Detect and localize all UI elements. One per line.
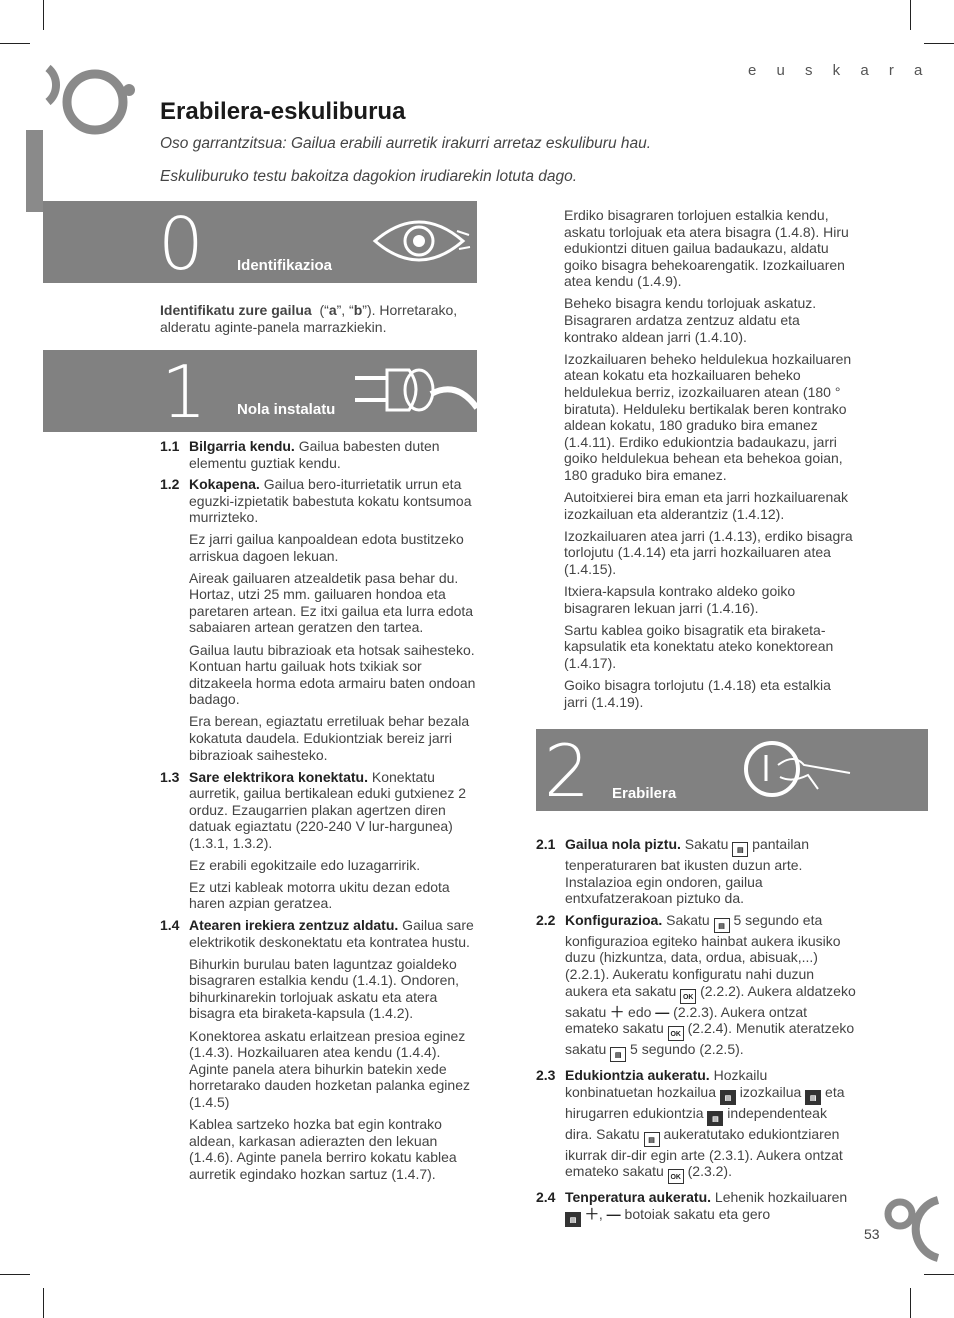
menu-button-icon: ▤ — [732, 842, 748, 857]
plus-icon: ＋ — [584, 1205, 599, 1222]
crop-mark — [0, 1274, 30, 1275]
side-bar — [26, 130, 43, 212]
menu-button-icon: ▤ — [610, 1047, 626, 1062]
item-number: 1.2 — [160, 476, 180, 493]
logo-circles-icon — [880, 1192, 954, 1264]
paragraph: Era berean, egiaztatu erretiluak behar bezala kokatuta daudela. Edukiontziak bereiz jarri bibrazioak saihesteko. — [189, 713, 470, 763]
item-text: botoiak sakatu eta gero — [620, 1205, 771, 1222]
item-number: 2.1 — [536, 836, 556, 852]
minus-icon: — — [655, 1003, 670, 1020]
paragraph: Izozkailuaren atea jarri (1.4.13), erdiko bisagra torlojutu (1.4.14) eta jarri hozkailuaren atea (1.4.15). — [564, 527, 853, 577]
text: ”, “ — [336, 302, 354, 318]
language-label: e u s k a r a — [748, 62, 931, 79]
list-item — [160, 917, 478, 950]
item-lead: Sare elektrikora konektatu. — [189, 768, 368, 785]
paragraph: Aireak gailuaren atzealdetik pasa behar du. Hortaz, utzi 25 mm. gailuaren hondoa eta paretaren artean. Ez itxi gailua eta lurra edota sabaiaren artean geratzen den tartea. — [189, 569, 474, 636]
item-number: 2.4 — [536, 1189, 556, 1206]
item-text: (2.2.4). Menutik ateratzeko sakatu — [565, 1020, 855, 1058]
item-text: Gailua sare elektrikotik deskonektatu eta kontratea hustu. — [189, 917, 474, 951]
section-header — [43, 350, 477, 432]
crop-mark — [0, 43, 30, 44]
freezer-compartment-icon: ▤ — [805, 1090, 821, 1105]
right-column — [564, 207, 854, 716]
menu-button-icon: ▤ — [644, 1132, 660, 1147]
section-number: 1 — [161, 350, 207, 434]
intro-text: Oso garrantzitsua: Gailua erabili aurretik irakurri arretaz eskuliburu hau. — [160, 135, 652, 152]
item-text: Gailua babesten duten elementu guztiak kendu. — [189, 438, 440, 471]
page-number: 53 — [864, 1226, 880, 1242]
install-column — [160, 438, 478, 1188]
section-label: Erabilera — [612, 785, 677, 802]
paragraph: Goiko bisagra torlojutu (1.4.18) eta estalkia jarri (1.4.19). — [564, 676, 831, 710]
section-header — [536, 729, 928, 811]
fridge-compartment-icon: ▤ — [720, 1090, 736, 1105]
paragraph: Konektorea askatu erlaitzean presioa eginez (1.4.3). Hozkailuaren atea kendu (1.4.4). Aginte panela atera bihurkin batekin xede horretarako dauden hozketan palanka eginez (1.4.5) — [189, 1027, 470, 1110]
item-text: eta hirugarren edukiontzia — [565, 1083, 845, 1121]
item-lead: Kokapena. — [189, 476, 260, 493]
ok-button-icon: OK — [680, 989, 696, 1004]
paragraph: Kablea sartzeko hozka bat egin kontrako aldean, karkasan adierazten den lekuan (1.4.6). Aginte panela berriro kokatu kablea aurretik egindako hozkan sartuz (1.4.7). — [189, 1115, 457, 1182]
item-text: izozkailua — [735, 1083, 806, 1100]
section-number: 0 — [158, 202, 204, 286]
paragraph: Erdiko bisagraren torlojuen estalkia kendu, askatu torlojuak eta atera bisagra (1.4.8). Hiru edukiontzi dituen gailua badaukazu, aldatu goiko bisagra behekoarengatik. Izozkailuaren atea kendu (1.4.9). — [564, 207, 849, 290]
paragraph: Ez utzi kableak motorra ukitu dezan edota haren azpian geratzea. — [189, 878, 450, 912]
item-text: Sakatu — [662, 911, 714, 928]
item-text: Sakatu — [680, 836, 733, 852]
item-text: 5 segundo eta konfigurazioa egiteko hainbat aukera ikusiko duzu (hizkuntza, data, ordua, abisuak,...) (2.2.1). Aukeratu konfiguratu nahi duzun aukera eta sakatu — [565, 911, 841, 999]
item-text: independenteak dira. Sakatu — [565, 1104, 827, 1142]
item-text: edo — [624, 1003, 656, 1020]
item-number: 2.2 — [536, 911, 556, 928]
item-lead: Atearen irekiera zentzuz aldatu. — [189, 917, 399, 934]
list-item — [536, 1189, 856, 1227]
item-number: 2.3 — [536, 1067, 556, 1084]
item-lead: Tenperatura aukeratu. — [565, 1189, 712, 1206]
crop-mark — [43, 1288, 44, 1318]
item-lead: Bilgarria kendu. — [189, 438, 295, 454]
list-item — [536, 912, 856, 1062]
list-item — [536, 1067, 856, 1184]
list-item — [160, 438, 478, 471]
logo-circles-icon — [40, 62, 140, 138]
ok-button-icon: OK — [668, 1169, 684, 1184]
fridge-compartment-icon: ▤ — [565, 1212, 581, 1227]
paragraph: Itxiera-kapsula kontrako aldeko goiko bisagraren lekuan jarri (1.4.16). — [564, 582, 796, 616]
ok-button-icon: OK — [668, 1026, 684, 1041]
menu-button-icon: ▤ — [714, 918, 730, 933]
item-number: 1.3 — [160, 768, 180, 785]
item-text: (2.2.2). Aukera aldatzeko sakatu — [565, 982, 856, 1020]
item-number: 1.1 — [160, 438, 180, 454]
item-lead: Edukiontzia aukeratu. — [565, 1067, 710, 1084]
item-text: (2.3.2). — [683, 1163, 732, 1180]
panel-b: b — [353, 302, 363, 318]
item-text: Hozkailu konbinatuetan hozkailua — [565, 1067, 768, 1100]
item-text: Gailua bero-iturrietatik urrun eta eguzki-izpietatik babestuta kokatu kontsumoa murrizteko. — [189, 476, 472, 526]
usage-column — [536, 836, 856, 1232]
plug-icon — [347, 360, 477, 426]
paragraph: Ez jarri gailua kanpoaldean edota bustitzeko arriskua dagoen lekuan. — [189, 530, 464, 564]
section-label: Nola instalatu — [237, 401, 336, 418]
item-text: , — [598, 1205, 607, 1222]
item-lead: Gailua nola piztu. — [565, 836, 681, 852]
paragraph: Sartu kablea goiko bisagratik eta biraketa-kapsulatik eta konektatu ateko konektorean (1.4.17). — [564, 621, 834, 671]
crop-mark — [924, 1274, 954, 1275]
item-text: aukeratutako edukiontziaren ikurrak dir-dir egin arte (2.3.1). Aukera ontzat emateko sakatu — [565, 1125, 843, 1180]
paragraph: Gailua lautu bibrazioak eta hotsak saihesteko. Kontuan hartu gailuak hots txikiak sor ditzakeela horma edota armairu baten ondoan badago. — [189, 641, 476, 708]
plus-icon: ＋ — [610, 1003, 625, 1020]
power-button-finger-icon — [742, 739, 854, 805]
intro-text: Eskuliburuko testu bakoitza dagokion irudiarekin lotuta dago. — [160, 168, 578, 185]
identify-lead: Identifikatu zure gailua — [160, 302, 312, 318]
paragraph: Bihurkin burulau baten laguntzaz goialdeko bisagraren estalkia kendu (1.4.1). Ondoren, bihurkinarekin torlojuak askatu eta atera bisagra eta biraketa-kapsula (1.4.2). — [189, 955, 460, 1022]
item-lead: Konfigurazioa. — [565, 911, 663, 928]
list-item — [160, 476, 478, 526]
item-text: (2.2.3). Aukera ontzat emateko sakatu — [565, 1003, 808, 1037]
panel-a: a — [328, 302, 337, 318]
item-number: 1.4 — [160, 917, 180, 934]
section-header — [43, 201, 477, 286]
text: (“ — [319, 302, 329, 318]
crop-mark — [43, 0, 44, 30]
paragraph: Ez erabili egokitzaile edo luzagarririk. — [189, 856, 421, 873]
paragraph: Izozkailuaren beheko heldulekua hozkailuaren atean kokatu eta hozkailuaren beheko heldulekua berriz, izozkailuaren atean (180 ° biratuta). Helduleku bertikalak beren kontrako aldean kokatu, 180 graduko bira emanez (1.4.11). Erdiko edukiontzia badaukazu, jarri goiko heldulekua behean eta behekoa goian, 180 graduko bira emanez. — [564, 350, 852, 483]
paragraph: Beheko bisagra kendu torlojuak askatuz. Bisagraren ardatza zentzuz aldatu eta kontrako aldean jarri (1.4.10). — [564, 295, 817, 345]
list-item — [536, 836, 856, 907]
crop-mark — [924, 43, 954, 44]
third-compartment-icon: ▤ — [707, 1111, 723, 1126]
item-text: Lehenik hozkailuaren — [711, 1189, 848, 1206]
identify-paragraph — [160, 302, 478, 341]
eye-icon — [371, 209, 471, 273]
paragraph: Autoitxierei bira eman eta jarri hozkailuarenak izozkailuan eta alderantziz (1.4.12). — [564, 489, 849, 522]
list-item — [160, 769, 478, 852]
item-text: Konektatu aurretik, gailua bertikalean eduki gutxienez 2 orduz. Ezaugarrien plakan agertzen diren datuak egiaztatu (220-240 V lur-hargunea) (1.3.1, 1.3.2). — [189, 768, 467, 852]
item-text: 5 segundo (2.2.5). — [626, 1041, 744, 1058]
page-title: Erabilera-eskuliburua — [160, 98, 406, 125]
minus-icon: — — [606, 1205, 621, 1222]
text: ”). Horretarako, alderatu aginte-panela marrazkiekin. — [160, 302, 458, 335]
crop-mark — [910, 0, 911, 30]
section-number: 2 — [544, 729, 590, 813]
crop-mark — [910, 1288, 911, 1318]
section-label: Identifikazioa — [237, 257, 333, 274]
item-text: pantailan tenperaturaren bat ikusten duzun arte. Instalazioa egin ondoren, gailua entxufatzerakoan piztuko da. — [565, 836, 809, 907]
